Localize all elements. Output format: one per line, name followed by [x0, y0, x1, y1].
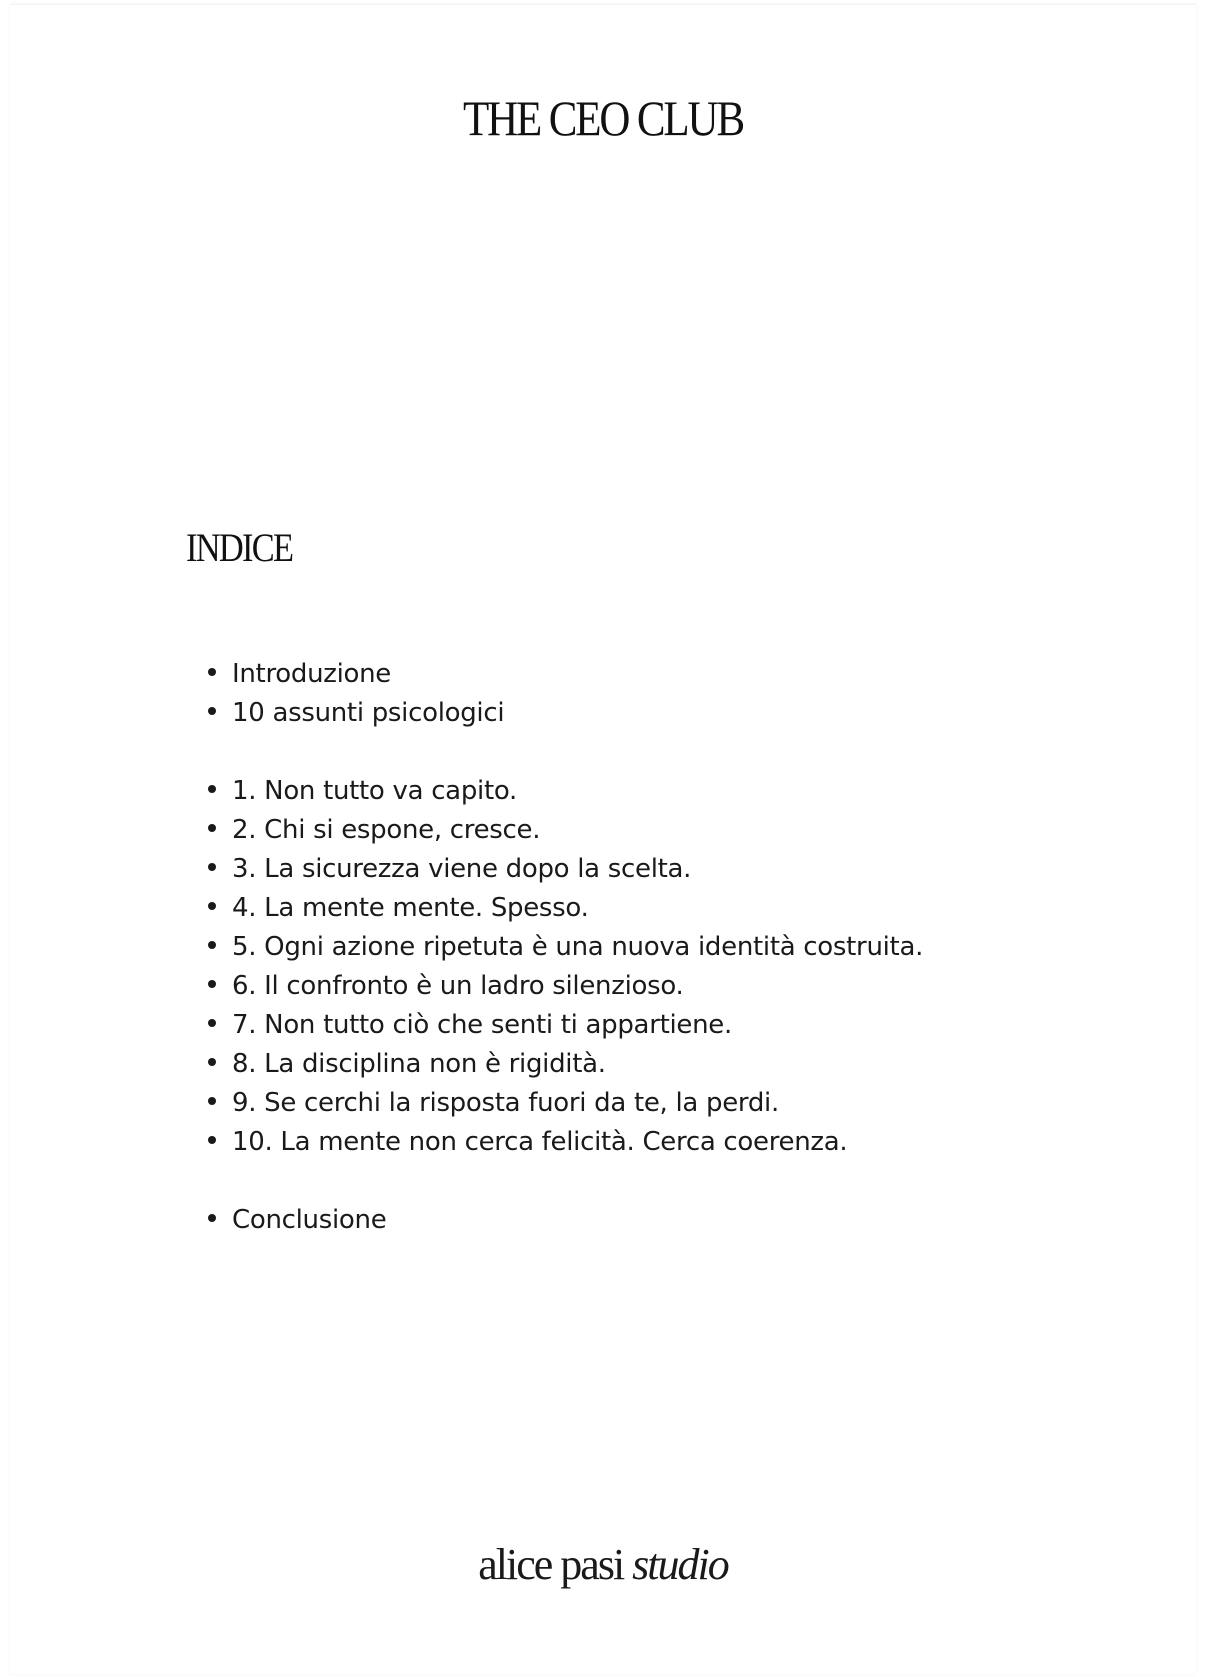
bullet-icon: [208, 1214, 216, 1222]
index-title: INDICE: [186, 525, 293, 570]
bullet-icon: [208, 668, 216, 676]
toc-item-5: 5. Ogni azione ripetuta è una nuova identità costruita.: [208, 934, 923, 960]
brand-logo: alice pasi studio: [478, 1540, 728, 1589]
bullet-icon: [208, 1097, 216, 1105]
toc-item-7: 7. Non tutto ciò che senti ti appartiene.: [208, 1012, 732, 1038]
toc-item-2: 2. Chi si espone, cresce.: [208, 817, 540, 843]
toc-item-1: 1. Non tutto va capito.: [208, 778, 517, 804]
toc-item-3: 3. La sicurezza viene dopo la scelta.: [208, 856, 691, 882]
bullet-icon: [208, 1136, 216, 1144]
bullet-icon: [208, 1058, 216, 1066]
bullet-icon: [208, 863, 216, 871]
bullet-icon: [208, 941, 216, 949]
toc-item-9: 9. Se cerchi la risposta fuori da te, la perdi.: [208, 1090, 779, 1116]
bullet-icon: [208, 902, 216, 910]
toc-item-assunti: 10 assunti psicologici: [208, 700, 504, 726]
document-page: [10, 4, 1196, 1674]
header-title: THE CEO CLUB: [463, 90, 743, 146]
toc-item-10: 10. La mente non cerca felicità. Cerca coerenza.: [208, 1129, 847, 1155]
bullet-icon: [208, 824, 216, 832]
bullet-icon: [208, 707, 216, 715]
toc-item-6: 6. Il confronto è un ladro silenzioso.: [208, 973, 683, 999]
toc-item-8: 8. La disciplina non è rigidità.: [208, 1051, 606, 1077]
bullet-icon: [208, 980, 216, 988]
toc-item-introduzione: Introduzione: [208, 661, 391, 687]
toc-item-conclusione: Conclusione: [208, 1207, 386, 1233]
toc-item-4: 4. La mente mente. Spesso.: [208, 895, 589, 921]
bullet-icon: [208, 1019, 216, 1027]
bullet-icon: [208, 785, 216, 793]
